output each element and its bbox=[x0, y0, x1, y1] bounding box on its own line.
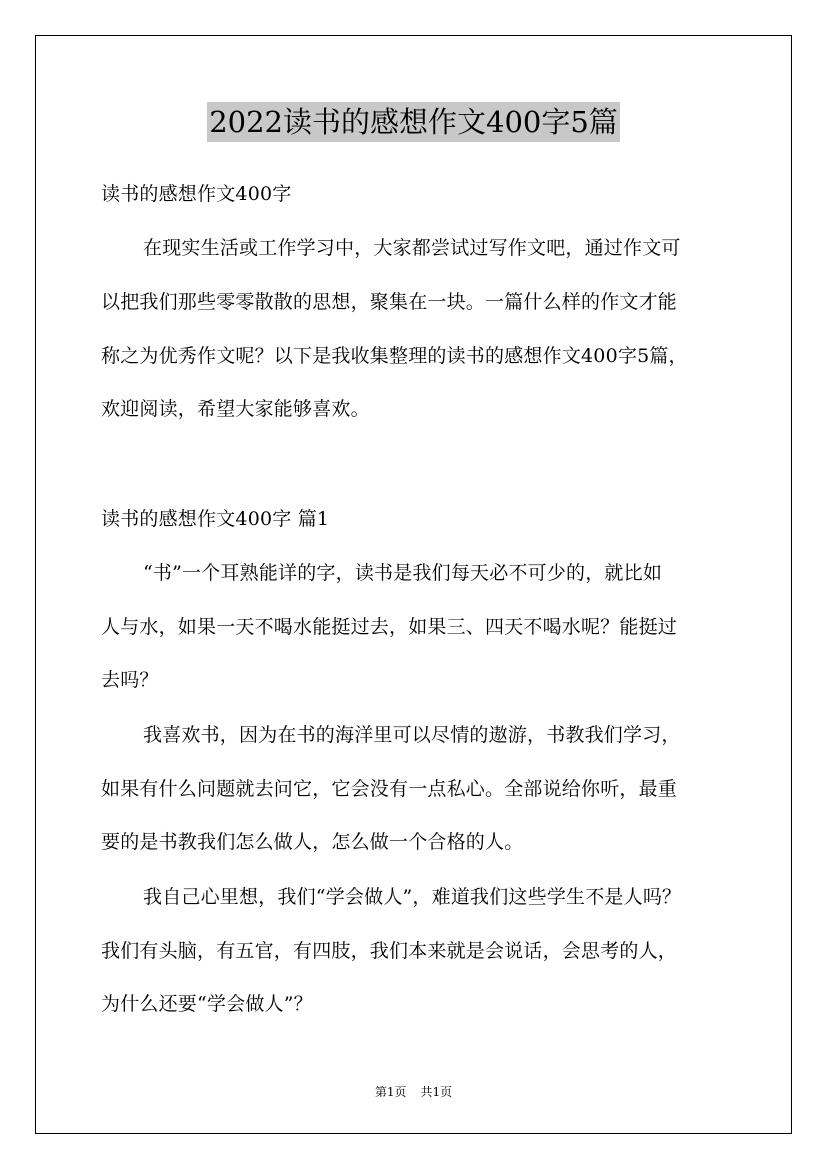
section1-p1-line-1: “书”一个耳熟能详的字，读书是我们每天必不可少的，就比如 bbox=[143, 562, 663, 584]
title-container bbox=[0, 102, 827, 142]
section1-p3-line-1: 我自己心里想，我们“学会做人”，难道我们这些学生不是人吗？ bbox=[143, 886, 682, 908]
section1-p2-line-1: 我喜欢书，因为在书的海洋里可以尽情的遨游，书教我们学习， bbox=[143, 724, 681, 746]
intro-line-3: 称之为优秀作文呢？以下是我收集整理的读书的感想作文400字5篇， bbox=[101, 345, 688, 367]
intro-line-4: 欢迎阅读，希望大家能够喜欢。 bbox=[101, 398, 370, 420]
intro-line-2: 以把我们那些零零散散的思想，聚集在一块。一篇什么样的作文才能 bbox=[101, 291, 678, 313]
section1-p2-line-3: 要的是书教我们怎么做人，怎么做一个合格的人。 bbox=[101, 831, 524, 853]
section1-p3-line-2: 我们有头脑，有五官，有四肢，我们本来就是会说话，会思考的人， bbox=[101, 940, 678, 962]
section1-p1-line-2: 人与水，如果一天不喝水能挺过去，如果三、四天不喝水呢？能挺过 bbox=[101, 616, 678, 638]
page-footer bbox=[0, 1084, 827, 1100]
intro-heading: 读书的感想作文400字 bbox=[101, 183, 292, 205]
section1-heading: 读书的感想作文400字 篇1 bbox=[101, 508, 330, 530]
document-title: 2022读书的感想作文400字5篇 bbox=[207, 102, 620, 142]
section1-p2-line-2: 如果有什么问题就去问它，它会没有一点私心。全部说给你听，最重 bbox=[101, 778, 678, 800]
intro-line-1: 在现实生活或工作学习中，大家都尝试过写作文吧，通过作文可 bbox=[143, 237, 681, 259]
page-number: 第1页 bbox=[374, 1085, 407, 1099]
page-total: 共1页 bbox=[420, 1085, 453, 1099]
section1-p3-line-3: 为什么还要“学会做人”？ bbox=[101, 993, 313, 1015]
section1-p1-line-3: 去吗？ bbox=[101, 669, 159, 691]
